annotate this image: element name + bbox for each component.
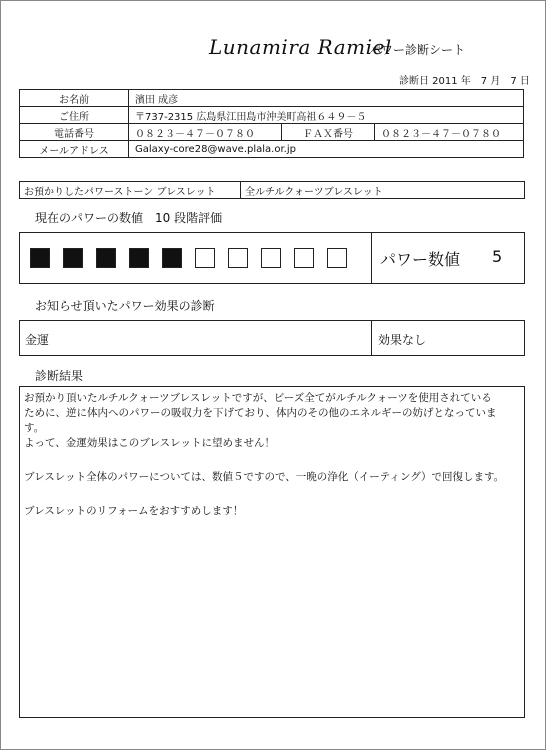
name-label: お名前 bbox=[20, 90, 129, 107]
item-value: 全ルチルクォーツブレスレット bbox=[241, 182, 525, 199]
power-value: 5 bbox=[492, 247, 503, 266]
gauge-square-empty bbox=[261, 248, 281, 268]
customer-address: 〒737-2315 広島県江田島市沖美町高祖６４９－５ bbox=[129, 107, 524, 124]
effect-heading: お知らせ頂いたパワー効果の診断 bbox=[35, 299, 215, 313]
diagnosis-line: ブレスレットのリフォームをおすすめします！ bbox=[24, 505, 244, 517]
gauge-divider bbox=[371, 233, 372, 283]
gauge-square-filled bbox=[30, 248, 50, 268]
gauge-square-empty bbox=[327, 248, 347, 268]
diagnosis-heading: 診断結果 bbox=[35, 369, 84, 383]
blank-line bbox=[24, 485, 520, 500]
phone-label: 電話番号 bbox=[20, 124, 129, 141]
diagnosis-line: お預かり頂いたルチルクォーツブレスレットですが、ビーズ全てがルチルクォーツを使用されている bbox=[24, 392, 492, 404]
power-heading: 現在のパワーの数値 10 段階評価 bbox=[35, 211, 223, 225]
gauge-square-empty bbox=[294, 248, 314, 268]
customer-email: Galaxy-core28@wave.plala.or.jp bbox=[129, 141, 524, 158]
diagnosis-line: す。 bbox=[24, 422, 45, 434]
table-row bbox=[20, 182, 525, 199]
table-row bbox=[20, 107, 524, 124]
gauge-square-filled bbox=[129, 248, 149, 268]
table-row bbox=[20, 141, 524, 158]
diagnosis-line: ために、逆に体内へのパワーの吸収力を下げており、体内のその他のエネルギーの妨げとなっていま bbox=[24, 407, 497, 419]
diagnosis-date: 診断日 2011 年 7 月 7 日 bbox=[399, 76, 530, 87]
effect-box bbox=[19, 320, 525, 356]
customer-info-table bbox=[19, 89, 524, 158]
gauge-square-empty bbox=[195, 248, 215, 268]
customer-fax: ０８２３－４７－０７８０ bbox=[375, 124, 524, 141]
gauge-square-empty bbox=[228, 248, 248, 268]
blank-line bbox=[24, 451, 520, 466]
brand-logo: Lunamira Ramiel bbox=[209, 35, 392, 59]
diagnosis-line: よって、金運効果はこのブレスレットに望めません！ bbox=[24, 437, 275, 449]
fax-label: ＦＡＸ番号 bbox=[282, 124, 375, 141]
sheet-subtitle: パワー診断シート bbox=[369, 43, 466, 57]
table-row bbox=[20, 90, 524, 107]
item-label: お預かりしたパワーストーン ブレスレット bbox=[20, 182, 241, 199]
gauge-square-filled bbox=[96, 248, 116, 268]
customer-name: 濱田 成彦 bbox=[129, 90, 524, 107]
table-row bbox=[20, 124, 524, 141]
customer-phone: ０８２３－４７－０７８０ bbox=[129, 124, 282, 141]
effect-result: 効果なし bbox=[378, 333, 427, 347]
power-gauge-box bbox=[19, 232, 525, 284]
gauge-square-filled bbox=[63, 248, 83, 268]
diagnosis-line: ブレスレット全体のパワーについては、数値５ですので、一晩の浄化（イーティング）で回復します。 bbox=[24, 471, 505, 483]
email-label: メールアドレス bbox=[20, 141, 129, 158]
effect-name: 金運 bbox=[25, 333, 50, 347]
address-label: ご住所 bbox=[20, 107, 129, 124]
item-table bbox=[19, 181, 525, 199]
effect-divider bbox=[371, 321, 372, 355]
diagnosis-result-box bbox=[19, 386, 525, 718]
gauge-square-filled bbox=[162, 248, 182, 268]
power-value-label: パワー数値 bbox=[380, 250, 461, 269]
power-gauge bbox=[30, 248, 360, 271]
